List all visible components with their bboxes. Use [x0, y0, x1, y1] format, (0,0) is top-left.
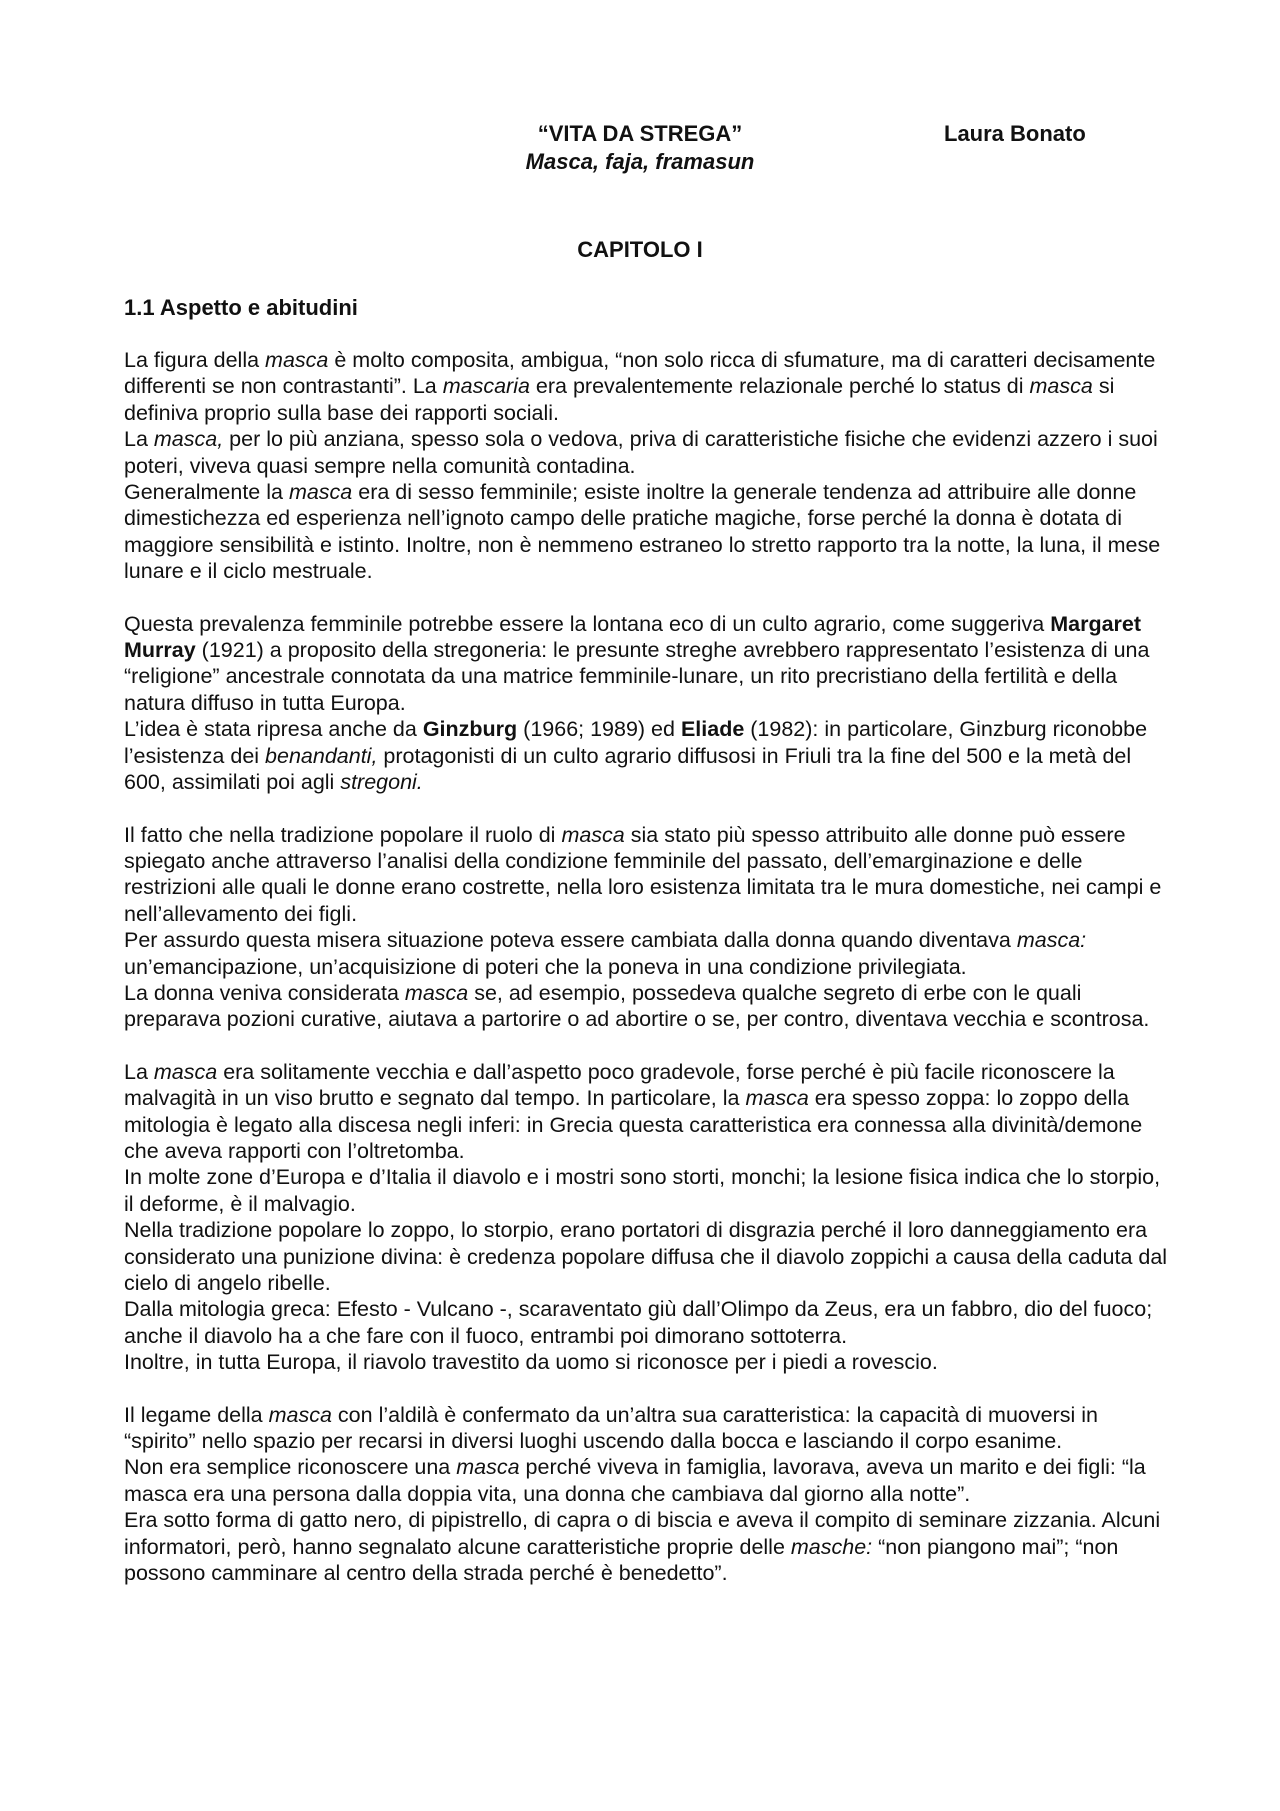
text-run: L’idea è stata ripresa anche da — [124, 717, 423, 742]
text-run: La — [124, 427, 154, 452]
text-run: In molte zone d’Europa e d’Italia il diavolo e i mostri sono storti, monchi; la lesione fisica indica che lo storpio, il deforme, è il malvagio. — [124, 1165, 1161, 1216]
italic-text: masche: — [790, 1534, 873, 1559]
italic-text: masca — [268, 1402, 332, 1427]
bold-text: Eliade — [680, 717, 745, 742]
italic-text: benandanti, — [265, 743, 378, 768]
italic-text: masca — [1029, 374, 1093, 399]
paragraph — [124, 1349, 1174, 1375]
text-run: perché viveva in famiglia, lavorava, aveva un marito e dei figli: “la masca era una persona dalla doppia vita, una donna che cambiava dal giorno alla notte”. — [124, 1455, 1146, 1506]
italic-text: masca: — [1016, 928, 1087, 953]
text-run: sia stato più spesso attribuito alle donne può essere spiegato anche attraverso l’analisi della condizione femminile del passato, dell’emarginazione e delle restrizioni alle quali le donne erano costrette, nella loro esistenza limitata tra le mura domestiche, nei campi e nell’allevamento dei figli. — [124, 822, 1162, 926]
text-run: La figura della — [124, 348, 266, 372]
text-run: era di sesso femminile; esiste inoltre la generale tendenza ad attribuire alle donne dimestichezza ed esperienza nell’ignoto campo delle pratiche magiche, forse perché la donna è dotata di maggiore sensibilità e istinto. Inoltre, non è nemmeno estraneo lo stretto rapporto tra la notte, la luna, il mese lunare e il ciclo mestruale. — [124, 480, 1161, 584]
text-run: “non piangono mai”; “non possono camminare al centro della strada perché è benedetto”. — [124, 1534, 1119, 1586]
italic-text: stregoni. — [340, 770, 423, 795]
paragraph — [124, 980, 1174, 1033]
italic-text: masca — [404, 980, 469, 1005]
paragraph — [124, 479, 1174, 585]
text-run: La — [124, 1059, 154, 1084]
chapter-heading: CAPITOLO I — [577, 237, 703, 262]
text-run: è molto composita, ambigua, “non solo ricca di sfumature, ma di caratteri decisamente differenti se non contrastanti”. La — [124, 348, 1156, 399]
text-run: un’emancipazione, un’acquisizione di poteri che la poneva in una condizione privilegiata. — [124, 954, 967, 979]
text-run: (1982): in particolare, Ginzburg riconobbe l’esistenza dei — [124, 717, 1148, 768]
text-run: Inoltre, in tutta Europa, il riavolo travestito da uomo si riconosce per i piedi a rovescio. — [124, 1350, 938, 1375]
italic-text: masca, — [153, 427, 224, 452]
text-run: Per assurdo questa misera situazione poteva essere cambiata dalla donna quando diventava — [124, 928, 1017, 953]
text-run: La donna veniva considerata — [124, 980, 405, 1005]
paragraph — [124, 347, 1174, 426]
text-run: Dalla mitologia greca: Efesto - Vulcano -, scaraventato giù dall’Olimpo da Zeus, era un fabbro, dio del fuoco; anche il diavolo ha a che fare con il fuoco, entrambi poi dimorano sottoterra. — [124, 1297, 1153, 1348]
paragraph — [124, 1454, 1174, 1507]
paragraph — [124, 611, 1174, 717]
text-run: si definiva proprio sulla base dei rapporti sociali. — [124, 374, 1115, 425]
text-run: Non era semplice riconoscere una — [124, 1455, 457, 1480]
italic-text: masca — [745, 1086, 809, 1111]
paragraph — [124, 716, 1174, 795]
document-title: “VITA DA STREGA” — [537, 121, 743, 146]
text-run: (1921) a proposito della stregoneria: le presunte streghe avrebbero rappresentato l’esistenza di una “religione” ancestrale connotata da una matrice femminile-lunare, un rito precristiano della fertilità e della natura diffuso in tutta Europa. — [124, 638, 1150, 715]
paragraph — [124, 927, 1174, 980]
italic-text: masca — [288, 480, 353, 505]
text-run: per lo più anziana, spesso sola o vedova, priva di caratteristiche fisiche che evidenzi azzero i suoi poteri, viveva quasi sempre nella comunità contadina. — [124, 427, 1158, 478]
paragraph — [124, 1296, 1174, 1349]
italic-text: mascaria — [442, 374, 530, 399]
text-run: era spesso zoppa: lo zoppo della mitologia è legato alla discesa negli inferi: in Grecia questa caratteristica era connessa alla divinità/demone che aveva rapporti con l’oltretomba. — [124, 1086, 1143, 1163]
paragraph — [124, 1059, 1174, 1165]
text-run: con l’aldilà è confermato da un’altra sua caratteristica: la capacità di muoversi in “spirito” nello spazio per recarsi in diversi luoghi uscendo dalla bocca e lasciando il corpo esanime. — [124, 1402, 1098, 1454]
paragraph — [124, 822, 1174, 928]
paragraph — [124, 1217, 1174, 1296]
author-name: Laura Bonato — [944, 121, 1086, 146]
text-run: se, ad esempio, possedeva qualche segreto di erbe con le quali preparava pozioni curative, aiutava a partorire o ad abortire o se, per contro, diventava vecchia e scontrosa. — [124, 980, 1150, 1032]
italic-text: masca — [456, 1455, 520, 1480]
document-subtitle: Masca, faja, framasun — [525, 149, 755, 174]
text-run: Generalmente la — [124, 480, 289, 505]
text-run: Nella tradizione popolare lo zoppo, lo storpio, erano portatori di disgrazia perché il loro danneggiamento era considerato una punizione divina: è credenza popolare diffusa che il diavolo zoppichi a causa della caduta dal cielo di angelo ribelle. — [124, 1218, 1168, 1295]
text-run: Questa prevalenza femminile potrebbe essere la lontana eco di un culto agrario, come suggeriva — [124, 611, 1051, 636]
paragraph — [124, 1507, 1174, 1586]
text-run: era prevalentemente relazionale perché lo status di — [529, 374, 1030, 399]
italic-text: masca — [153, 1059, 218, 1084]
text-run: Il fatto che nella tradizione popolare il ruolo di — [124, 822, 562, 847]
bold-text: Margaret Murray — [124, 611, 1142, 663]
text-run: era solitamente vecchia e dall’aspetto poco gradevole, forse perché è più facile riconoscere la malvagità in un viso brutto e segnato dal tempo. In particolare, la — [124, 1059, 1115, 1111]
paragraph — [124, 1402, 1174, 1455]
document-header — [460, 120, 820, 176]
paragraph — [124, 1164, 1174, 1217]
italic-text: masca — [561, 822, 625, 847]
body-text — [124, 347, 1174, 1586]
italic-text: masca — [265, 348, 329, 372]
text-run: (1966; 1989) ed — [517, 717, 681, 742]
bold-text: Ginzburg — [422, 717, 518, 742]
text-run: protagonisti di un culto agrario diffusosi in Friuli tra la fine del 500 e la metà del 600, assimilati poi agli — [124, 743, 1132, 795]
section-heading: 1.1 Aspetto e abitudini — [124, 295, 358, 320]
text-run: Era sotto forma di gatto nero, di pipistrello, di capra o di biscia e aveva il compito di seminare zizzania. Alcuni informatori, però, hanno segnalato alcune caratteristiche proprie delle — [124, 1508, 1161, 1559]
paragraph — [124, 426, 1174, 479]
text-run: Il legame della — [124, 1402, 269, 1427]
